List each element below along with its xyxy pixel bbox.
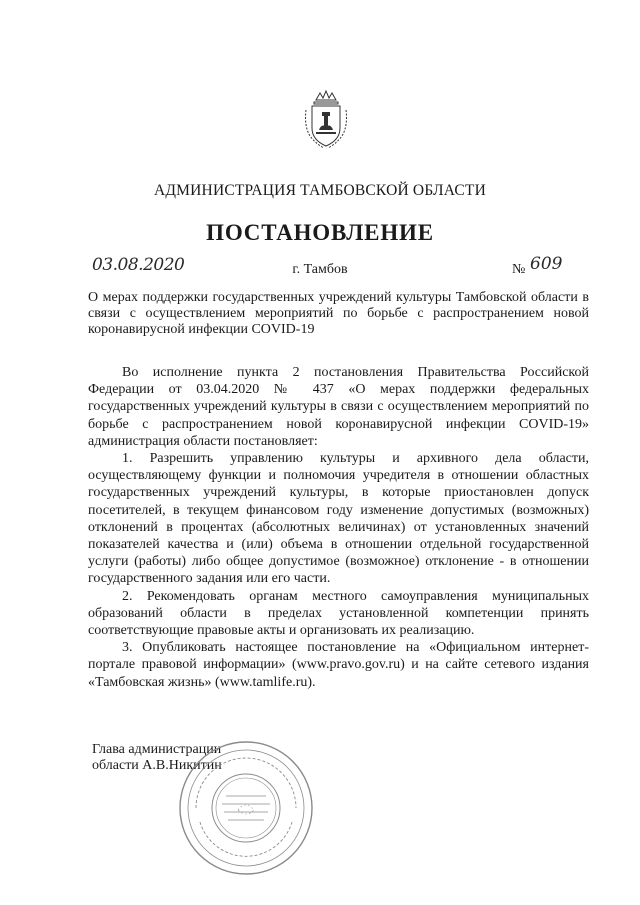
body-item-1: 1. Разрешить управлению культуры и архивного дела области, осуществляющему функции и полномочия учредителя в отношении областных государственных учреждений культуры, в которые приостановлен допуск посетителей, в текущем финансовом году изменение допустимых (возможных) отклонений в процентах (абсолютных величинах) от установленных значений показателей качества и (или) объема в отношении отдельной государственной услуги (работы) либо общее допустимое (возможное) отклонение - в отношении государственного задания или его части. — [88, 451, 589, 587]
organization-title: АДМИНИСТРАЦИЯ ТАМБОВСКОЙ ОБЛАСТИ — [154, 182, 486, 199]
signer-name: области А.В.Никитин — [92, 758, 222, 773]
document-number: 609 — [530, 254, 563, 274]
document-subject: О мерах поддержки государственных учреждений культуры Тамбовской области в связи с осуществлением мероприятий по борьбе с распространением новой коронавирусной инфекции COVID-19 — [88, 290, 589, 337]
document-date: 03.08.2020 — [92, 255, 185, 275]
official-round-stamp-icon — [176, 738, 316, 878]
document-type-title: ПОСТАНОВЛЕНИЕ — [206, 220, 434, 245]
body-item-2: 2. Рекомендовать органам местного самоуправления муниципальных образований области в пределах установленной компетенции принять соответствующие правовые акты и организовать их реализацию. — [88, 588, 589, 639]
document-city: г. Тамбов — [292, 262, 348, 277]
document-number-sign: № — [512, 262, 526, 277]
body-intro-paragraph: Во исполнение пункта 2 постановления Правительства Российской Федерации от 03.04.2020 № 437 «О мерах поддержки федеральных государственных учреждений культуры в связи с осуществлением мероприятий по борьбе с распространением новой коронавирусной инфекции COVID-19» администрация области постановляет: — [88, 365, 589, 449]
body-item-3: 3. Опубликовать настоящее постановление на «Официальном интернет-портале правовой информации» (www.pravo.gov.ru) и на сайте сетевого издания «Тамбовская жизнь» (www.tamlife.ru). — [88, 640, 589, 690]
document-body — [88, 364, 589, 691]
tambov-coat-of-arms-icon — [302, 88, 350, 150]
signer-title: Глава администрации — [92, 742, 222, 757]
